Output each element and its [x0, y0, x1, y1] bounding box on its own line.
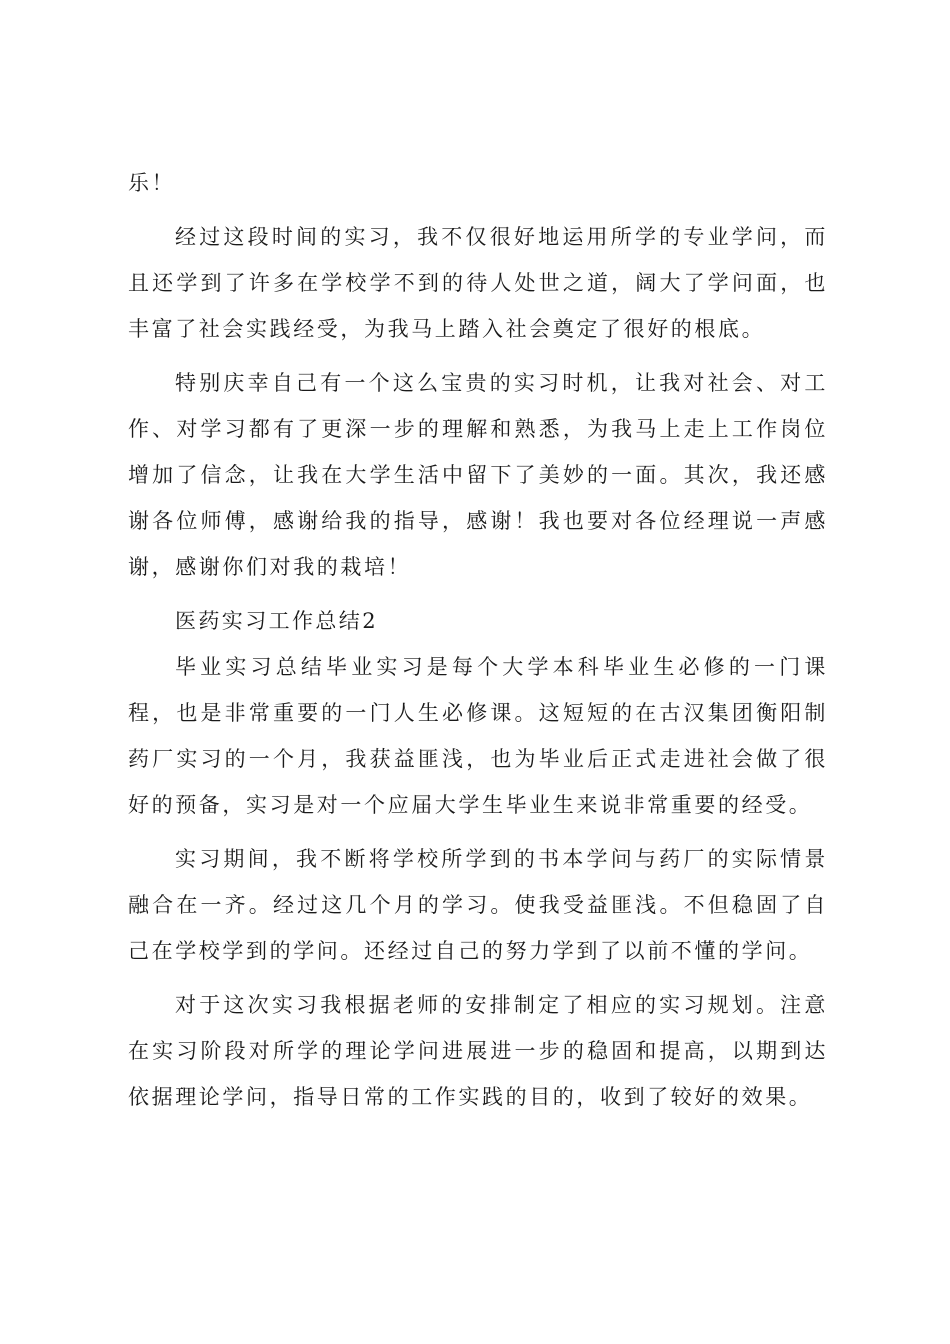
- paragraph-internship-period: 实习期间，我不断将学校所学到的书本学问与药厂的实际情景融合在一齐。经过这几个月的学习。使我受益匪浅。不但稳固了自己在学校学到的学问。还经过自己的努力学到了以前不懂的学问。: [128, 847, 828, 963]
- paragraph-internship-plan: 对于这次实习我根据老师的安排制定了相应的实习规划。注意在实习阶段对所学的理论学问进展进一步的稳固和提高，以期到达依据理论学问，指导日常的工作实践的目的，收到了较好的效果。: [128, 993, 828, 1109]
- paragraph-graduation-internship: 毕业实习总结毕业实习是每个大学本科毕业生必修的一门课程，也是非常重要的一门人生必修课。这短短的在古汉集团衡阳制药厂实习的一个月，我获益匪浅，也为毕业后正式走进社会做了很好的预备，实习是对一个应届大学生毕业生来说非常重要的经受。: [128, 655, 828, 817]
- paragraph-continuation: 乐！: [128, 171, 176, 195]
- paragraph-internship-gains: 经过这段时间的实习，我不仅很好地运用所学的专业学问，而且还学到了许多在学校学不到的待人处世之道，阔大了学问面，也丰富了社会实践经受，为我马上踏入社会奠定了很好的根底。: [128, 225, 828, 341]
- paragraph-gratitude: 特别庆幸自己有一个这么宝贵的实习时机，让我对社会、对工作、对学习都有了更深一步的理解和熟悉，为我马上走上工作岗位增加了信念，让我在大学生活中留下了美妙的一面。其次，我还感谢各位师傅，感谢给我的指导，感谢！我也要对各位经理说一声感谢，感谢你们对我的栽培！: [128, 371, 828, 579]
- document-body: [128, 160, 828, 1120]
- section-heading: 医药实习工作总结2: [175, 609, 378, 633]
